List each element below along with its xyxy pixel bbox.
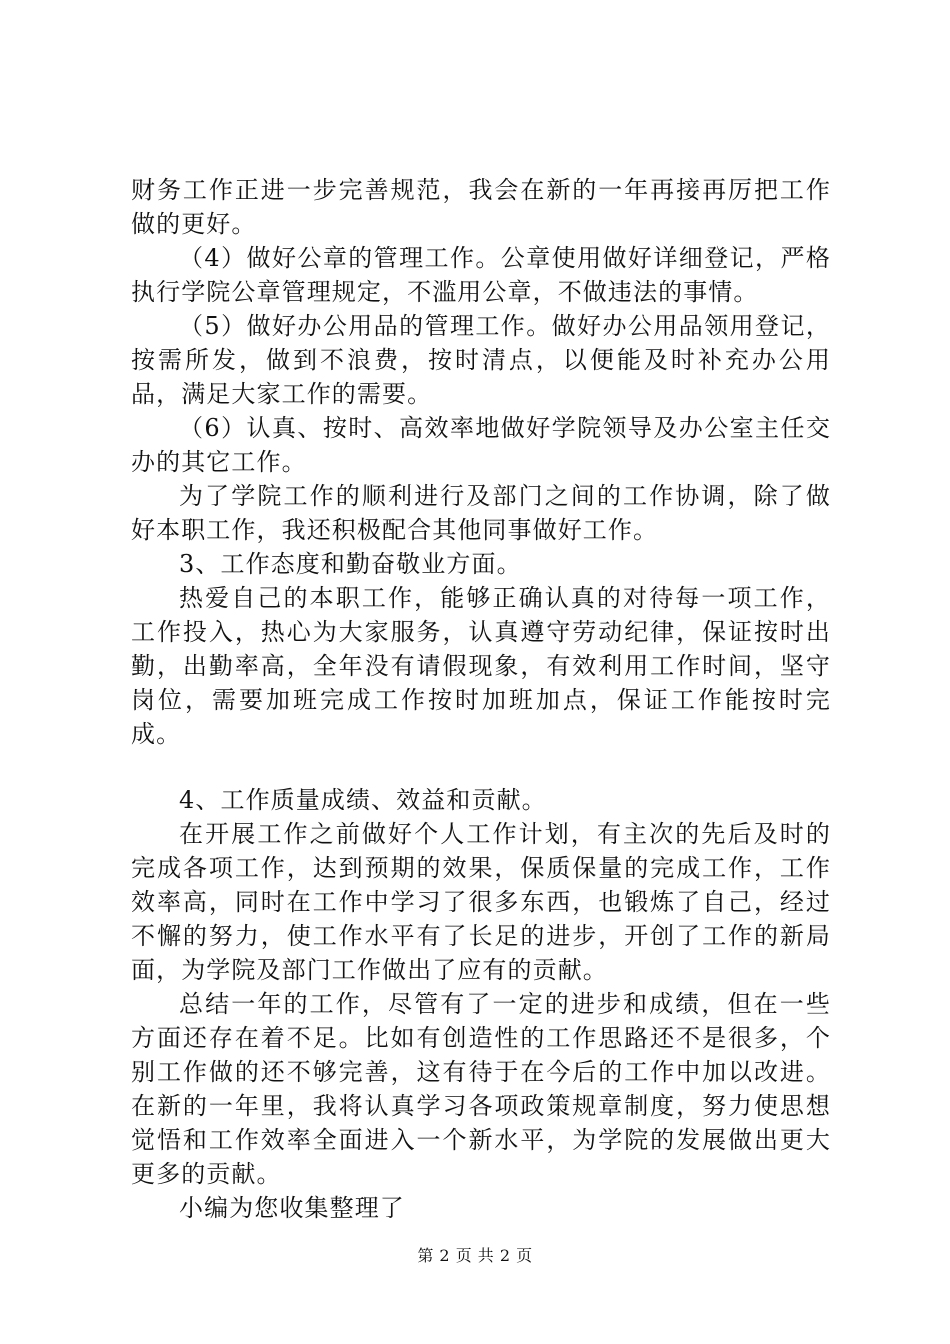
paragraph-quality: 在开展工作之前做好个人工作计划，有主次的先后及时的完成各项工作，达到预期的效果，保质保量的完成工作，工作效率高，同时在工作中学习了很多东西，也锻炼了自己，经过不懈的努力，使工作水平有了长足的进步，开创了工作的新局面，为学院及部门工作做出了应有的贡献。 [131, 820, 831, 984]
document-body [131, 173, 831, 1225]
paragraph-editor-note: 小编为您收集整理了 [179, 1194, 405, 1222]
section-heading-attitude: 3、工作态度和勤奋敬业方面。 [179, 550, 522, 578]
page-footer: 第 2 页 共 2 页 [417, 1246, 533, 1265]
paragraph-summary: 总结一年的工作，尽管有了一定的进步和成绩，但在一些方面还存在着不足。比如有创造性的工作思路还不是很多，个别工作做的还不够完善，这有待于在今后的工作中加以改进。在新的一年里，我将认真学习各项政策规章制度，努力使思想觉悟和工作效率全面进入一个新水平，为学院的发展做出更大更多的贡献。 [131, 990, 831, 1188]
paragraph-other-tasks: （6）认真、按时、高效率地做好学院领导及办公室主任交办的其它工作。 [131, 414, 831, 476]
paragraph-seal-management: （4）做好公章的管理工作。公章使用做好详细登记，严格执行学院公章管理规定，不滥用公章，不做违法的事情。 [131, 244, 831, 306]
paragraph-finance-continued: 财务工作正进一步完善规范，我会在新的一年再接再厉把工作做的更好。 [131, 176, 831, 238]
paragraph-cooperation: 为了学院工作的顺利进行及部门之间的工作协调，除了做好本职工作，我还积极配合其他同事做好工作。 [131, 482, 831, 544]
paragraph-attitude: 热爱自己的本职工作，能够正确认真的对待每一项工作，工作投入，热心为大家服务，认真遵守劳动纪律，保证按时出勤，出勤率高，全年没有请假现象，有效利用工作时间，坚守岗位，需要加班完成工作按时加班加点，保证工作能按时完成。 [131, 584, 831, 748]
paragraph-office-supplies: （5）做好办公用品的管理工作。做好办公用品领用登记，按需所发，做到不浪费，按时清点，以便能及时补充办公用品，满足大家工作的需要。 [131, 312, 831, 408]
section-heading-quality: 4、工作质量成绩、效益和贡献。 [179, 786, 547, 814]
